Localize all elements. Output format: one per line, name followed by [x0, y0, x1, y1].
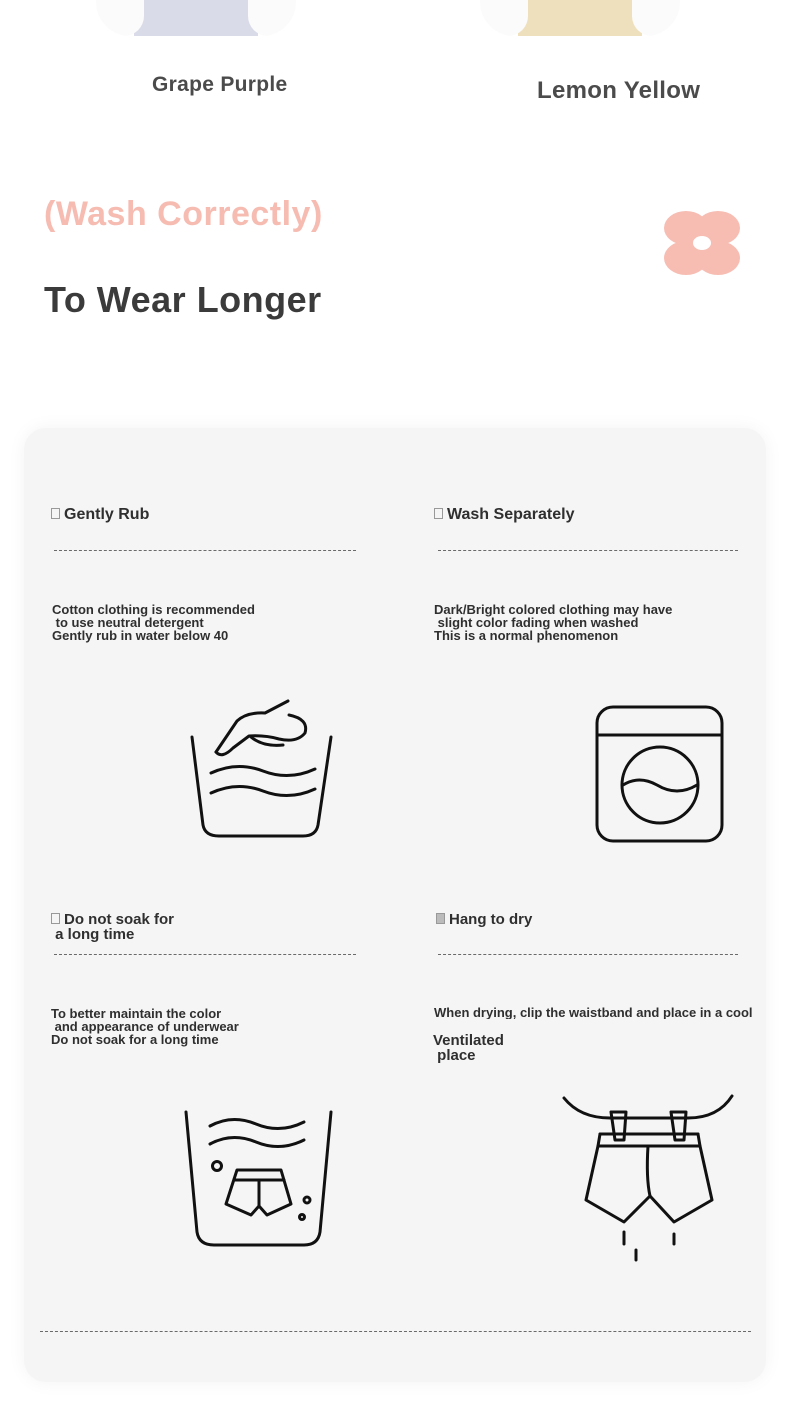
bullet-icon — [51, 913, 60, 924]
divider — [438, 550, 738, 551]
washing-machine-icon — [595, 705, 725, 843]
tip-title-no-soak: Do not soak for a long time — [51, 911, 175, 943]
tip-title-wash-separately: Wash Separately — [434, 507, 574, 522]
grape-purple-swatch — [96, 0, 296, 36]
tip-text-hang-dry-place: Ventilated place — [433, 1032, 504, 1064]
hanging-underwear-icon — [560, 1092, 738, 1267]
tip-title-gently-rub: Gently Rub — [51, 507, 149, 522]
wash-correctly-title: (Wash Correctly) — [44, 195, 323, 233]
color-name-lemon-yellow: Lemon Yellow — [537, 77, 701, 104]
wear-longer-title: To Wear Longer — [44, 279, 322, 320]
tip-text-gently-rub: Cotton clothing is recommended to use neutral detergent Gently rub in water below 40 — [52, 602, 255, 643]
lemon-yellow-swatch — [480, 0, 680, 36]
bullet-icon — [436, 913, 445, 924]
soaking-basin-icon — [180, 1108, 336, 1250]
hand-washing-basin-icon — [185, 695, 335, 845]
divider — [54, 954, 356, 955]
color-name-grape-purple: Grape Purple — [152, 73, 288, 96]
flower-icon — [660, 210, 744, 276]
divider — [438, 954, 738, 955]
tip-text-hang-dry: When drying, clip the waistband and place in a cool — [434, 1006, 753, 1019]
bullet-icon — [434, 508, 443, 519]
tip-text-wash-separately: Dark/Bright colored clothing may have slight color fading when washed This is a normal phenomenon — [434, 602, 673, 643]
tip-title-hang-dry: Hang to dry — [436, 912, 532, 927]
card-bottom-divider — [40, 1331, 751, 1332]
bullet-icon — [51, 508, 60, 519]
tip-text-no-soak: To better maintain the color and appearance of underwear Do not soak for a long time — [51, 1006, 239, 1047]
divider — [54, 550, 356, 551]
